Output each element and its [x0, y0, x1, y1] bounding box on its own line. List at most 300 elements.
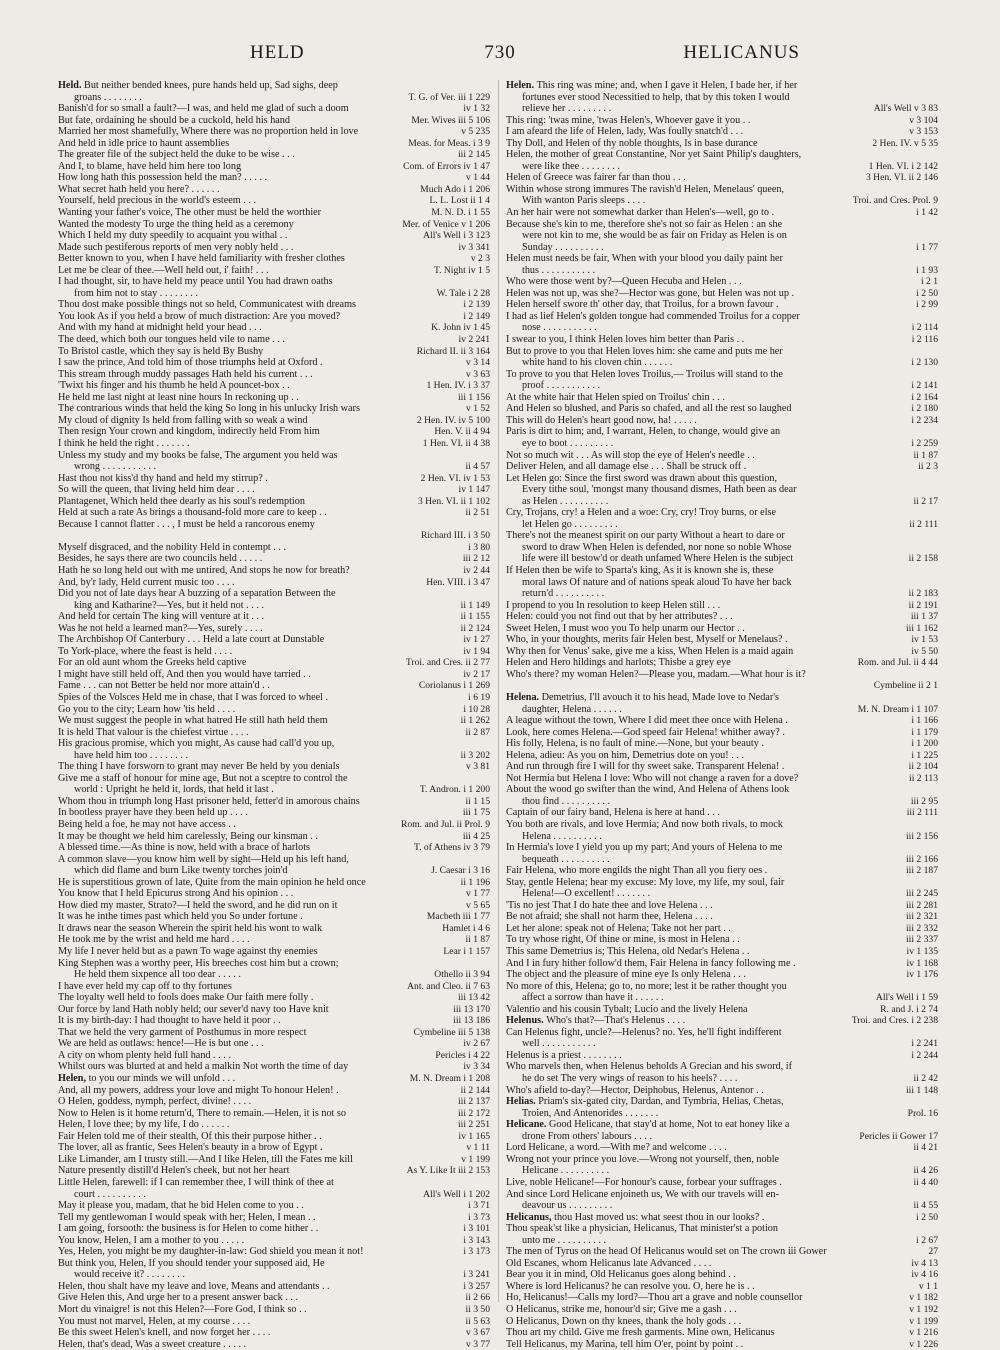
quotation	[506, 207, 774, 219]
quotation	[58, 704, 235, 716]
play-reference: L. L. Lost ii 1 4	[429, 195, 490, 207]
quotation	[506, 253, 783, 265]
quotation-text: He held them sixpence all too dear . . . . .	[74, 969, 241, 981]
quotation	[58, 496, 305, 508]
quotation	[58, 634, 324, 646]
concordance-line	[506, 657, 938, 669]
concordance-line	[506, 207, 938, 219]
header-first-word: HELD	[250, 42, 305, 63]
concordance-line	[58, 692, 490, 704]
play-reference: J. Caesar i 3 16	[431, 865, 490, 877]
play-reference: iv 1 176	[906, 969, 938, 981]
concordance-line	[58, 1316, 490, 1328]
quotation	[58, 450, 337, 462]
concordance-line	[506, 103, 938, 115]
quotation-text: This ring was mine; and, when I gave it Helen, I bade her, if her	[536, 80, 798, 91]
play-reference: ii 2 42	[913, 1073, 938, 1085]
quotation	[58, 80, 338, 92]
header-last-word: HELICANUS	[683, 42, 800, 63]
quotation-text: This ring: 'twas mine, 'twas Helen's, Whoever gave it you . .	[506, 114, 751, 126]
concordance-line	[58, 680, 490, 692]
concordance-line	[506, 1246, 938, 1258]
quotation-text: Tell my gentlewoman I would speak with her; Helen, I mean . .	[58, 1211, 316, 1223]
quotation	[506, 507, 776, 519]
quotation	[58, 103, 349, 115]
quotation	[58, 1281, 330, 1293]
quotation-text: Let me be clear of thee.—Well held out, i' faith! . . .	[58, 264, 269, 276]
concordance-line	[58, 761, 490, 773]
quotation	[506, 692, 779, 704]
concordance-line	[506, 923, 938, 935]
play-reference: i 2 241	[911, 1038, 938, 1050]
quotation	[58, 507, 327, 519]
quotation	[506, 1246, 827, 1258]
play-reference: ii 4 21	[913, 1142, 938, 1154]
concordance-line	[58, 1235, 490, 1247]
play-reference: i 2 116	[911, 334, 938, 346]
concordance-line	[506, 611, 938, 623]
quotation-text: Besides, he says there are two councils held . . . . .	[58, 553, 263, 565]
play-reference: Hen. VIII. i 3 47	[426, 576, 490, 588]
play-reference: ii 4 57	[465, 461, 490, 473]
quotation-text: But to prove to you that Helen loves him: she came and puts me her	[506, 345, 783, 357]
quotation-text: return'd . . . . . . . . . .	[522, 588, 605, 600]
quotation-text: Did you not of late days hear A buzzing of a separation Between the	[58, 588, 336, 600]
quotation	[506, 172, 686, 184]
play-reference: ii 1 155	[460, 611, 490, 623]
quotation	[58, 958, 339, 970]
concordance-line	[506, 877, 938, 889]
play-reference: iii 1 156	[458, 391, 490, 403]
headword: Helias.	[506, 1096, 539, 1108]
quotation-text: There's not the meanest spirit on our party Without a heart to dare or	[506, 530, 785, 542]
concordance-line	[506, 1073, 938, 1085]
concordance-line	[58, 1212, 490, 1224]
quotation-text: groans . . . . . . . .	[74, 91, 142, 103]
quotation-text: No more of this, Helena; go to, no more; lest it be rather thought you	[506, 980, 787, 992]
quotation	[58, 911, 303, 923]
concordance-line	[506, 80, 938, 92]
concordance-line	[506, 403, 938, 415]
quotation	[58, 981, 232, 993]
quotation	[506, 1061, 792, 1073]
play-reference: v 3 153	[909, 126, 938, 138]
quotation	[506, 981, 787, 993]
quotation-text: Yourself, held precious in the world's esteem . . .	[58, 195, 257, 207]
concordance-line	[58, 807, 490, 819]
play-reference: K. John iv 1 45	[431, 322, 490, 334]
quotation-text: Little Helen, farewell: if I can remember thee, I will think of thee at	[58, 1176, 334, 1188]
quotation	[58, 1038, 264, 1050]
quotation-text: Which I held my duty speedily to acquaint you withal . .	[58, 230, 288, 242]
play-reference: 3 Hen. VI. ii 1 102	[417, 495, 490, 507]
quotation	[506, 473, 777, 485]
concordance-line	[58, 657, 490, 669]
concordance-line	[506, 646, 938, 658]
quotation-text: Old Escanes, whom Helicanus late Advanced . . . .	[506, 1257, 712, 1269]
quotation	[506, 738, 764, 750]
quotation-text: Helen, the mother of great Constantine, Nor yet Saint Philip's daughters,	[506, 149, 802, 161]
play-reference: ii 2 111	[909, 518, 938, 530]
quotation-text: Helen, that's dead, Was a sweet creature . . . . .	[58, 1338, 247, 1350]
play-reference: Coriolanus i 1 269	[418, 680, 490, 692]
play-reference: Hamlet i 4 6	[442, 922, 490, 934]
quotation	[58, 657, 246, 669]
concordance-line	[58, 1004, 490, 1016]
play-reference: v 5 235	[461, 126, 490, 138]
concordance-line	[506, 1200, 938, 1212]
quotation-text: O Helicanus, strike me, honour'd sir; Give me a gash . . .	[506, 1303, 737, 1315]
quotation-text: Helen: could you not find out that by her attributes? . . .	[506, 611, 733, 623]
quotation-text: Helena!—O excellent! . . . . . . .	[522, 888, 651, 900]
quotation	[522, 1200, 612, 1212]
play-reference: ii 2 158	[908, 553, 938, 565]
quotation-text: Who were those went by?—Queen Hecuba and Helen . . .	[506, 276, 742, 288]
quotation	[58, 1142, 323, 1154]
quotation-text: He took me by the wrist and held me hard . . . .	[58, 934, 250, 946]
play-reference: iii 2 12	[462, 553, 490, 565]
quotation	[522, 195, 645, 207]
play-reference: R. and J. i 2 74	[880, 1003, 938, 1015]
play-reference: T. Andron. i 1 200	[419, 784, 490, 796]
quotation-text: The lover, all as frantic, Sees Helen's beauty in a brow of Egypt .	[58, 1142, 323, 1154]
quotation-text: Hast thou not kiss'd thy hand and held my stirrup? .	[58, 472, 268, 484]
quotation	[522, 496, 608, 508]
play-reference: ii 2 124	[460, 622, 490, 634]
quotation-text: And held for certain The king will venture at it . . .	[58, 611, 265, 623]
quotation-text: You look As if you held a brow of much distraction: Are you moved?	[58, 310, 341, 322]
quotation	[58, 1004, 329, 1016]
quotation	[506, 934, 740, 946]
quotation-text: Unless my study and my books be false, The argument you held was	[58, 449, 338, 461]
quotation-text: We must suggest the people in what hatred He still hath held them	[58, 715, 328, 727]
concordance-line	[58, 1177, 490, 1189]
quotation	[74, 288, 198, 300]
play-reference: iii 2 166	[906, 853, 938, 865]
quotation-text: daughter, Helena . . . . . .	[522, 703, 622, 715]
quotation	[58, 946, 318, 958]
quotation	[58, 1246, 363, 1258]
headword: Held.	[58, 80, 85, 91]
play-reference: iii 2 321	[906, 911, 938, 923]
concordance-line	[58, 392, 490, 404]
concordance-line	[506, 230, 938, 242]
quotation	[58, 692, 328, 704]
quotation-text: His folly, Helena, is no fault of mine.—None, but your beauty .	[506, 738, 764, 750]
quotation	[58, 819, 236, 831]
play-reference: Com. of Errors iv 1 47	[403, 160, 490, 172]
quotation	[58, 1258, 325, 1270]
play-reference: i 2 50	[916, 1211, 938, 1223]
concordance-line	[506, 1038, 938, 1050]
play-reference: All's Well i 1 59	[875, 992, 938, 1004]
play-reference: Troi. and Cres. ii 2 77	[405, 657, 490, 669]
concordance-line	[506, 680, 938, 692]
concordance-line	[58, 253, 490, 265]
quotation	[58, 473, 268, 485]
quotation-text: To York-place, where the feast is held . . . .	[58, 645, 233, 657]
play-reference: ii 4 55	[913, 1200, 938, 1212]
concordance-line	[58, 1061, 490, 1073]
quotation-text: Plantagenet, Which held thee dearly as his soul's redemption	[58, 495, 305, 507]
quotation-text: Because I cannot flatter . . . , I must be held a rancorous enemy	[58, 518, 315, 530]
quotation-text: It draws near the season Wherein the spirit held his wont to walk	[58, 922, 323, 934]
play-reference: As Y. Like It iii 2 153	[406, 1165, 490, 1177]
concordance-line	[58, 80, 490, 92]
quotation-text: he do set The very wings of reason to his heels? . . . .	[522, 1073, 738, 1085]
play-reference: iv 3 341	[458, 241, 490, 253]
quotation-text: You both are rivals, and love Hermia; And now both rivals, to mock	[506, 819, 783, 830]
quotation-text: Give me a staff of honour for mine age, But not a sceptre to control the	[58, 772, 348, 784]
concordance-line	[58, 877, 490, 889]
quotation-text: King Stephen was a worthy peer, His breeches cost him but a crown;	[58, 957, 339, 969]
play-reference: i 2 130	[911, 357, 938, 369]
quotation	[58, 1073, 235, 1085]
concordance-line	[58, 773, 490, 785]
concordance-line	[506, 1165, 938, 1177]
concordance-line	[506, 276, 938, 288]
quotation	[522, 242, 604, 254]
quotation-text: O Helicanus, Down on thy knees, thank the holy gods . . .	[506, 1315, 742, 1327]
quotation-text: You know, Helen, I am a mother to you . . . . .	[58, 1234, 245, 1246]
concordance-line	[58, 92, 490, 104]
quotation	[522, 484, 797, 496]
quotation-text: To prove to you that Helen loves Troilus,— Troilus will stand to the	[506, 368, 783, 380]
quotation	[506, 450, 755, 462]
play-reference: i 2 234	[911, 414, 938, 426]
quotation	[506, 611, 733, 623]
play-reference: Rom. and Jul. ii Prol. 9	[400, 819, 490, 830]
play-reference: iii 2 281	[906, 899, 938, 911]
concordance-line	[58, 715, 490, 727]
quotation-text: Sweet Helen, I must woo you To help unarm our Hector . .	[506, 622, 745, 634]
play-reference: iii 2 337	[906, 934, 938, 946]
quotation-text: Be this sweet Helen's knell, and now forget her . . . .	[58, 1327, 271, 1339]
quotation	[506, 727, 785, 739]
play-reference: i 1 166	[911, 715, 938, 727]
concordance-line	[58, 727, 490, 739]
quotation-text: You must not marvel, Helen, at my course . . . .	[58, 1315, 251, 1327]
quotation-text: Helena, adieu: As you on him, Demetrius dote on you! . . .	[506, 749, 744, 761]
quotation	[58, 1015, 281, 1027]
play-reference: 1 Hen. IV. i 3 37	[426, 380, 490, 392]
quotation-text: And Helen so blushed, and Paris so chafed, and all the rest so laughed	[506, 403, 792, 415]
concordance-line	[58, 611, 490, 623]
quotation	[58, 1108, 346, 1120]
quotation-text: let Helen go . . . . . . . . .	[522, 518, 618, 530]
play-reference: ii 2 144	[460, 1084, 490, 1096]
concordance-line	[58, 161, 490, 173]
quotation-text: This will do Helen's heart good now, ha! . . . . .	[506, 414, 697, 426]
quotation-text: Tell Helicanus, my Marina, tell him O'er, point by point . .	[506, 1338, 744, 1350]
concordance-line	[506, 565, 938, 577]
quotation	[506, 299, 779, 311]
quotation-text: What secret hath held you here? . . . . . .	[58, 183, 220, 195]
quotation-text: Sunday . . . . . . . . . .	[522, 241, 604, 253]
quotation	[506, 80, 797, 92]
quotation	[58, 842, 310, 854]
quotation	[58, 195, 256, 207]
concordance-line	[506, 450, 938, 462]
play-reference: Hen. V. ii 4 94	[434, 426, 490, 438]
quotation	[506, 426, 780, 438]
quotation-text: But think you, Helen, If you should tender your supposed aid, He	[58, 1257, 325, 1269]
quotation-text: Helenus is a priest . . . . . . . .	[506, 1049, 622, 1061]
concordance-line	[58, 704, 490, 716]
concordance-line	[58, 1258, 490, 1270]
concordance-line	[58, 646, 490, 658]
play-reference: i 3 257	[463, 1280, 490, 1292]
quotation	[58, 242, 293, 254]
quotation	[58, 761, 340, 773]
quotation-text: king and Katharine?—Yes, but it held not . . . .	[74, 599, 264, 611]
quotation-text: Helen, thou shalt have my leave and love, Means and attendants . .	[58, 1280, 330, 1292]
quotation	[506, 669, 806, 681]
quotation	[506, 923, 731, 935]
quotation-text: Thou dost make possible things not so held, Communicatest with dreams	[58, 299, 356, 311]
play-reference: ii 2 183	[908, 588, 938, 600]
quotation	[58, 403, 360, 415]
play-reference: iv 3 34	[463, 1061, 490, 1073]
concordance-line	[506, 1177, 938, 1189]
quotation	[506, 184, 784, 196]
play-reference: v 1 199	[909, 1315, 938, 1327]
play-reference: T. of Athens iv 3 79	[413, 842, 490, 854]
play-reference: All's Well v 3 83	[873, 103, 938, 115]
play-reference: v 1 192	[909, 1303, 938, 1315]
quotation	[58, 1131, 322, 1143]
play-reference: i 2 99	[916, 299, 938, 311]
play-reference: All's Well i 3 123	[423, 230, 490, 242]
play-reference: i 1 77	[916, 241, 938, 253]
quotation	[58, 1061, 348, 1073]
play-reference: i 2 50	[916, 287, 938, 299]
quotation-text: 'Twixt his finger and his thumb he held A pouncet-box . .	[58, 380, 290, 392]
concordance-line	[506, 750, 938, 762]
quotation	[522, 1235, 606, 1247]
play-reference: W. Tale i 2 28	[436, 287, 490, 299]
headword: Helena.	[506, 691, 542, 703]
quotation-text: How died my master, Strato?—I held the sword, and he did run on it	[58, 899, 338, 911]
concordance-line	[58, 1142, 490, 1154]
quotation	[58, 900, 337, 912]
play-reference: Troi. and Cres. Prol. 9	[852, 195, 938, 207]
quotation-text: I had as lief Helen's golden tongue had commended Troilus for a copper	[506, 310, 800, 322]
concordance-line	[506, 727, 938, 739]
quotation-text: And I, to blame, have held him here too long	[58, 160, 242, 172]
quotation-text: Thy Doll, and Helen of thy noble thoughts, Is in base durance	[506, 137, 758, 149]
play-reference: ii 2 66	[465, 1292, 490, 1304]
quotation-text: Then resign Your crown and kingdom, indirectly held From him	[58, 426, 320, 438]
quotation-text: I think he held the right . . . . . . .	[58, 437, 190, 449]
quotation-text: And run through fire I will for thy sweet sake. Transparent Helena! .	[506, 761, 785, 773]
quotation-text: deavour us . . . . . . . . .	[522, 1200, 613, 1212]
play-reference: iv 1 94	[463, 645, 490, 657]
concordance-line	[58, 842, 490, 854]
play-reference: iii 13 186	[453, 1015, 490, 1027]
quotation	[74, 1189, 146, 1201]
quotation-text: A common slave—you know him well by sight—Held up his left hand,	[58, 853, 349, 865]
play-reference: ii 1 87	[465, 934, 490, 946]
concordance-line	[506, 1339, 938, 1350]
quotation	[506, 565, 773, 577]
play-reference: i 2 149	[463, 310, 490, 322]
play-reference: i 2 141	[911, 380, 938, 392]
quotation-text: Wrong not your prince you love.—Wrong not yourself, then, noble	[506, 1153, 780, 1165]
quotation	[506, 1258, 711, 1270]
quotation-text: I am afeard the life of Helen, lady, Was foully snatch'd . . .	[506, 126, 744, 138]
quotation-text: Spies of the Volsces Held me in chase, that I was forced to wheel .	[58, 691, 329, 703]
concordance-line	[58, 750, 490, 762]
play-reference: iii 13 42	[458, 992, 490, 1004]
quotation-text: Helen was not up, was she?—Hector was gone, but Helen was not up .	[506, 287, 795, 299]
quotation-text: Stay, gentle Helena; hear my excuse: My love, my life, my soul, fair	[506, 876, 785, 888]
play-reference: Lear i 1 157	[443, 946, 490, 958]
quotation-text: Wanting your father's voice, The other must be held the worthier	[58, 207, 322, 219]
quotation-text: were like thee . . . . . . . .	[522, 160, 620, 172]
quotation	[58, 1165, 289, 1177]
quotation-text: Better known to you, when I have held familiarity with fresher clothes	[58, 253, 345, 265]
concordance-line	[58, 946, 490, 958]
play-reference: v 1 11	[466, 1142, 490, 1154]
quotation	[58, 577, 235, 589]
quotation	[58, 484, 255, 496]
quotation-text: have held him too . . . . . . . .	[74, 749, 189, 761]
play-reference: iv 5 50	[911, 645, 938, 657]
quotation	[506, 1316, 741, 1328]
play-reference: v 1 216	[909, 1327, 938, 1339]
quotation-text: Being held a foe, he may not have access . .	[58, 819, 236, 830]
quotation	[58, 1177, 334, 1189]
play-reference: iii 1 162	[906, 622, 938, 634]
concordance-line	[506, 542, 938, 554]
quotation-text: To try whose right, Of thine or mine, is most in Helena . .	[506, 934, 740, 946]
quotation-text: And, all my powers, address your love and might To honour Helen! .	[58, 1084, 339, 1096]
play-reference: i 1 200	[911, 738, 938, 750]
concordance-line	[506, 934, 938, 946]
quotation	[506, 1154, 779, 1166]
quotation-text: Hath he so long held out with me untired, And stops he now for breath?	[58, 564, 350, 576]
play-reference: i 6 19	[468, 691, 490, 703]
quotation	[58, 738, 334, 750]
quotation	[506, 865, 767, 877]
concordance-line	[506, 911, 938, 923]
quotation	[506, 842, 782, 854]
play-reference: i 2 259	[911, 437, 938, 449]
concordance-line	[58, 519, 490, 531]
concordance-line	[58, 115, 490, 127]
quotation-text: Married her most shamefully, Where there was no proportion held in love	[58, 126, 359, 138]
concordance-line	[58, 969, 490, 981]
play-reference: iv 4 13	[911, 1257, 938, 1269]
play-reference: Meas. for Meas. i 3 9	[408, 137, 490, 149]
concordance-line	[506, 1050, 938, 1062]
quotation-text: Not Hermia but Helena I love: Who will not change a raven for a dove?	[506, 772, 799, 784]
concordance-line	[506, 195, 938, 207]
quotation	[506, 126, 743, 138]
quotation	[58, 553, 262, 565]
quotation	[506, 1177, 782, 1189]
concordance-line	[506, 958, 938, 970]
quotation-text: And, by'r lady, Held current music too . . . .	[58, 576, 235, 588]
concordance-line	[58, 1096, 490, 1108]
concordance-line	[58, 1108, 490, 1120]
quotation	[58, 346, 263, 358]
play-reference: v 3 77	[466, 1338, 490, 1350]
concordance-line	[58, 265, 490, 277]
quotation-text: It is my birth-day: I had thought to have held it poor . .	[58, 1015, 281, 1027]
play-reference: iii 1 75	[462, 807, 490, 819]
